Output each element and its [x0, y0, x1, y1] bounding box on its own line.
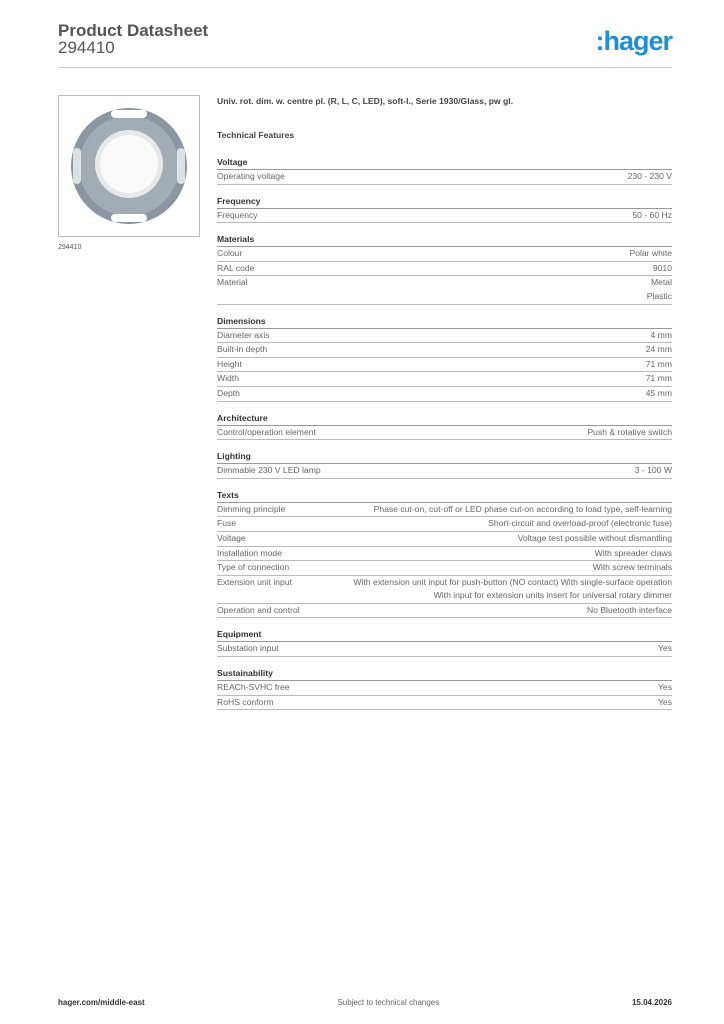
- spec-value: 45 mm: [645, 387, 672, 398]
- spec-label: Installation mode: [217, 547, 282, 558]
- spec-value: Yes: [657, 643, 672, 654]
- spec-section: [217, 489, 672, 619]
- spec-row: [217, 329, 672, 344]
- spec-label: Voltage: [217, 532, 246, 543]
- footer-website[interactable]: hager.com/middle-east: [58, 998, 145, 1007]
- product-image: [58, 95, 200, 237]
- spec-label: Extension unit input: [217, 576, 293, 587]
- hager-logo: :hager: [595, 26, 672, 56]
- spec-value: 4 mm: [650, 329, 672, 340]
- spec-row: [217, 517, 672, 532]
- section-title: Sustainability: [217, 667, 672, 681]
- spec-label: Type of connection: [217, 562, 290, 573]
- spec-row: [217, 426, 672, 441]
- spec-label: Height: [217, 358, 242, 369]
- spec-row: [217, 262, 672, 277]
- spec-section: [217, 156, 672, 185]
- spec-label: Dimming principle: [217, 503, 286, 514]
- footer-date: 15.04.2026: [631, 998, 672, 1007]
- spec-value: 230 - 230 V: [627, 171, 672, 181]
- footer-note: Subject to technical changes: [337, 998, 440, 1007]
- spec-value: Polar white: [629, 248, 672, 259]
- technical-features-heading: Technical Features: [217, 130, 295, 140]
- spec-section: [217, 628, 672, 657]
- spec-row: [217, 503, 672, 518]
- spec-label: Depth: [217, 387, 240, 398]
- spec-label: Diameter axis: [217, 329, 270, 340]
- section-title: Texts: [217, 489, 672, 503]
- spec-label: Substation input: [217, 643, 279, 654]
- spec-value: 3 - 100 W: [634, 465, 672, 476]
- spec-row: [217, 170, 672, 185]
- spec-section: [217, 667, 672, 710]
- spec-label: Operating voltage: [217, 171, 285, 181]
- spec-row: [217, 247, 672, 262]
- spec-row: [217, 372, 672, 387]
- spec-row: [217, 209, 672, 224]
- footer: [58, 998, 672, 1007]
- spec-section: [217, 450, 672, 479]
- spec-value: Metal Plastic: [646, 277, 672, 301]
- spec-label: Built-in depth: [217, 344, 268, 355]
- spec-value: Yes: [657, 682, 672, 693]
- spec-section: [217, 315, 672, 402]
- section-title: Frequency: [217, 195, 672, 209]
- spec-value: Short-circuit and overload-proof (electronic fuse): [488, 518, 672, 529]
- spec-value: Push & rotative switch: [587, 426, 672, 437]
- spec-value: 50 - 60 Hz: [632, 209, 672, 220]
- spec-row: [217, 387, 672, 402]
- spec-row: [217, 358, 672, 373]
- spec-label: Fuse: [217, 518, 237, 529]
- spec-row: [217, 464, 672, 479]
- spec-row: [217, 604, 672, 619]
- spec-value: Phase cut-on, cut-off or LED phase cut-on according to load type, self-learning: [373, 503, 672, 514]
- spec-label: Width: [217, 373, 239, 384]
- spec-value: 9010: [652, 262, 672, 273]
- spec-label: Material: [217, 277, 248, 288]
- section-title: Dimensions: [217, 315, 672, 329]
- spec-section: [217, 233, 672, 304]
- section-title: Equipment: [217, 628, 672, 642]
- spec-label: Dimmable 230 V LED lamp: [217, 465, 321, 476]
- image-caption: 294410: [58, 244, 82, 251]
- spec-value: Voltage test possible without dismantling: [517, 532, 672, 543]
- spec-section: [217, 195, 672, 224]
- spec-row: [217, 696, 672, 711]
- section-title: Architecture: [217, 412, 672, 426]
- spec-value: With spreader claws: [594, 547, 672, 558]
- spec-label: Frequency: [217, 209, 258, 220]
- spec-value: With extension unit input for push-button (NO contact) With single-surface operation With input for extension units insert for universal rotary dimmer: [353, 576, 672, 601]
- spec-label: Colour: [217, 248, 243, 259]
- spec-row: [217, 343, 672, 358]
- spec-label: RAL code: [217, 262, 255, 273]
- spec-section: [217, 412, 672, 441]
- spec-row: [217, 276, 672, 304]
- spec-row: [217, 681, 672, 696]
- spec-area: [217, 96, 672, 720]
- product-number: 294410: [58, 38, 115, 57]
- spec-value: 24 mm: [645, 344, 672, 355]
- section-title: Voltage: [217, 156, 672, 170]
- spec-value: No Bluetooth interface: [586, 604, 672, 615]
- spec-value: With screw terminals: [592, 562, 672, 573]
- spec-row: [217, 642, 672, 657]
- section-title: Lighting: [217, 450, 672, 464]
- spec-row: [217, 561, 672, 576]
- spec-label: Operation and control: [217, 604, 300, 615]
- spec-label: RoHS conform: [217, 696, 274, 707]
- spec-label: REACh-SVHC free: [217, 682, 290, 693]
- spec-row: [217, 547, 672, 562]
- spec-row: [217, 576, 672, 604]
- spec-label: Control/operation element: [217, 426, 316, 437]
- page-title: Product Datasheet: [58, 21, 209, 40]
- spec-row: [217, 532, 672, 547]
- product-description: Univ. rot. dim. w. centre pl. (R, L, C, LED), soft-l., Serie 1930/Glass, pw gl.: [217, 96, 514, 106]
- spec-value: Yes: [657, 696, 672, 707]
- section-title: Materials: [217, 233, 672, 247]
- spec-value: 71 mm: [645, 358, 672, 369]
- spec-value: 71 mm: [645, 373, 672, 384]
- divider: [58, 67, 672, 68]
